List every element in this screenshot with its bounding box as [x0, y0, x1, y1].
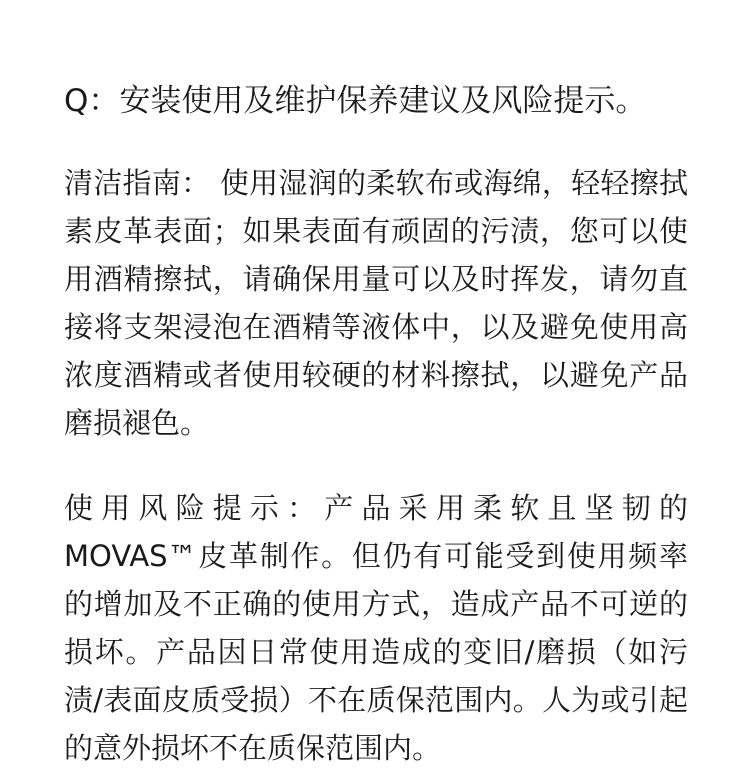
care-guide-paragraph: 清洁指南： 使用湿润的柔软布或海绵，轻轻擦拭素皮革表面；如果表面有顽固的污渍，您可以使用酒精擦拭，请确保用量可以及时挥发，请勿直接将支架浸泡在酒精等液体中，以及避免使用高浓度酒精或者使用较硬的材料擦拭，以避免产品磨损褪色。	[64, 166, 688, 440]
faq-content	[64, 76, 688, 772]
risk-notice-paragraph: 使用风险提示：产品采用柔软且坚韧的MOVAS™皮革制作。但仍有可能受到使用频率的增加及不正确的使用方式，造成产品不可逆的损坏。产品因日常使用造成的变旧/磨损（如污渍/表面皮质受损）不在质保范围内。人为或引起的意外损坏不在质保范围内。	[64, 491, 688, 765]
faq-question-heading: Q：安装使用及维护保养建议及风险提示。	[64, 83, 647, 119]
